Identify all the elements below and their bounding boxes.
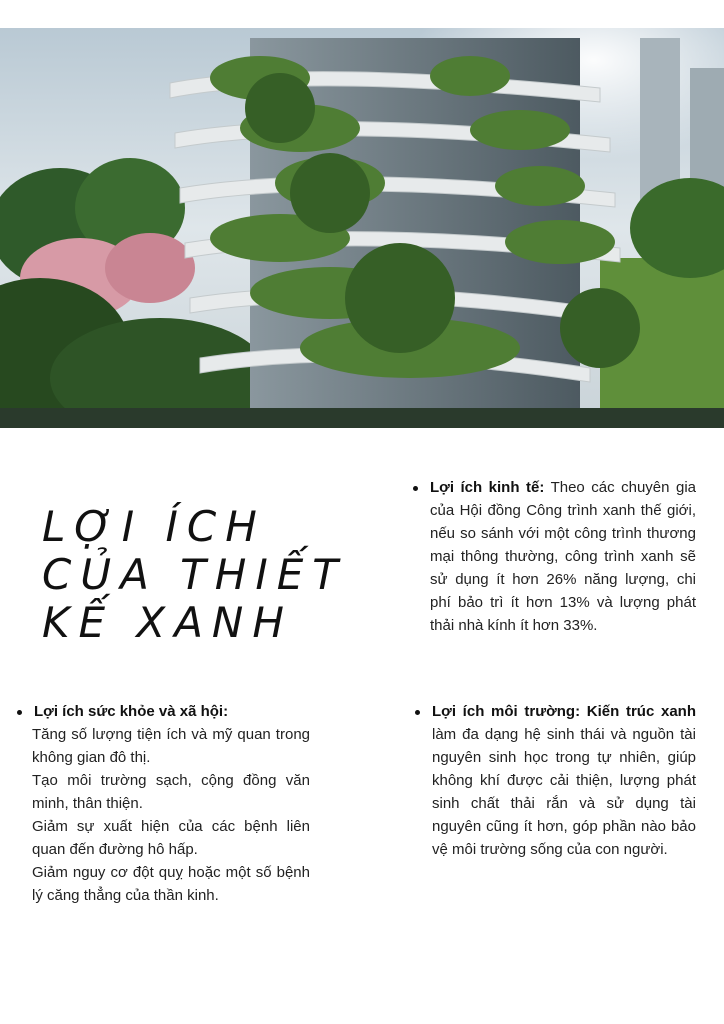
- bullet-dot: [415, 710, 420, 715]
- page-title: [42, 503, 362, 647]
- bullet-dot: [17, 710, 22, 715]
- environment-benefit-text: làm đa dạng hệ sinh thái và nguồn tài nguyên sinh học trong tự nhiên, giúp không khí được cải thiện, lượng phát sinh chất thải rắn và sử dụng tài nguyên cũng ít hơn, góp phần nào bảo vệ môi trường sống của con người.: [432, 726, 696, 858]
- health-benefit-heading-row: [34, 700, 310, 723]
- title-line-3: KẾ XANH: [42, 598, 293, 647]
- health-benefit-item: Tạo môi trường sạch, cộng đồng văn minh, thân thiện.: [32, 772, 310, 812]
- health-benefit-section: [32, 700, 310, 907]
- hero-image: [0, 28, 724, 428]
- environment-benefit-heading: Lợi ích môi trường: Kiến trúc xanh: [432, 703, 696, 720]
- health-benefit-item: Giảm sự xuất hiện của các bệnh liên quan đến đường hô hấp.: [32, 818, 310, 858]
- environment-benefit-paragraph: [432, 700, 696, 861]
- health-benefit-item: Tăng số lượng tiện ích và mỹ quan trong không gian đô thị.: [32, 726, 310, 766]
- economic-benefit-text: Theo các chuyên gia của Hội đồng Công trình xanh thế giới, nếu so sánh với một công trình thương mại thông thường, công trình xanh sẽ sử dụng ít hơn 26% năng lượng, chi phí bảo trì ít hơn 13% và lượng phát thải nhà kính ít hơn 33%.: [430, 479, 696, 634]
- health-benefit-heading: Lợi ích sức khỏe và xã hội:: [34, 703, 229, 720]
- environment-benefit-section: [432, 700, 696, 861]
- bullet-dot: [413, 486, 418, 491]
- economic-benefit-section: [430, 476, 696, 637]
- economic-benefit-paragraph: [430, 476, 696, 637]
- economic-benefit-heading: Lợi ích kinh tế:: [430, 479, 545, 496]
- title-line-2: CỦA THIẾT: [42, 550, 347, 599]
- health-benefit-item: Giảm nguy cơ đột quỵ hoặc một số bệnh lý căng thẳng của thần kinh.: [32, 864, 310, 904]
- title-line-1: LỢI ÍCH: [42, 502, 266, 551]
